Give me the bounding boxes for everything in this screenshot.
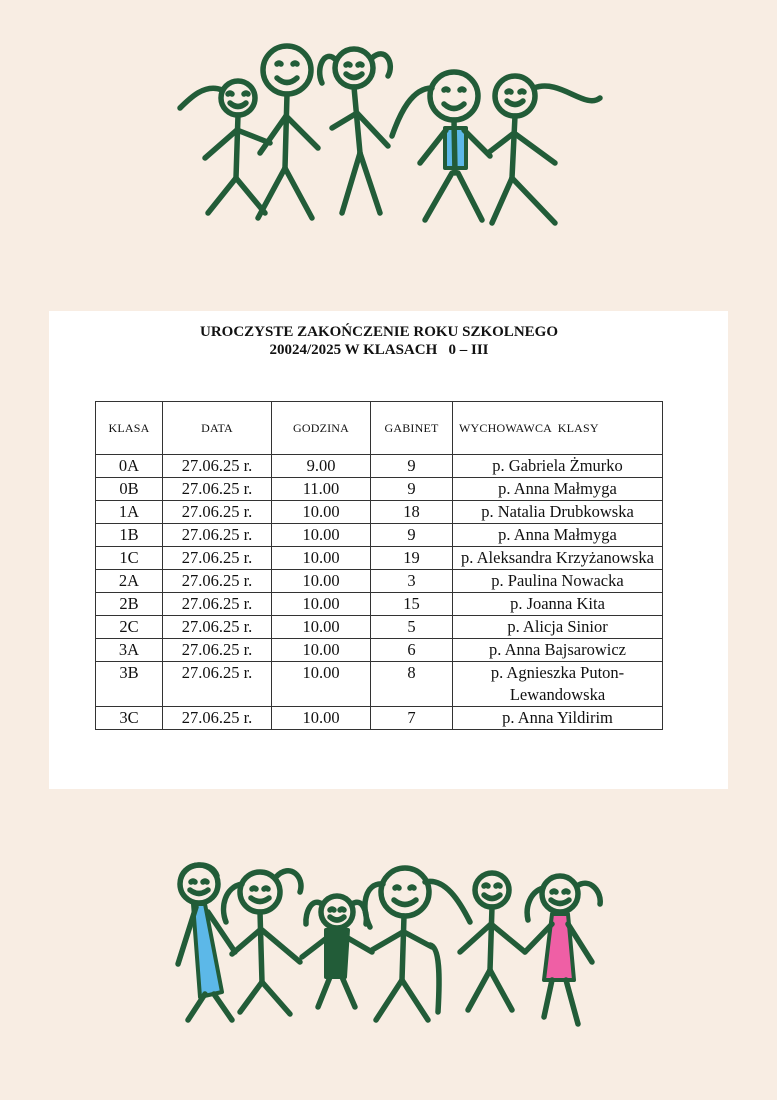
stick-figure-girl-ponytail-icon	[488, 76, 600, 223]
cell-data: 27.06.25 r.	[163, 478, 272, 501]
cell-data: 27.06.25 r.	[163, 501, 272, 524]
table-row	[96, 524, 663, 547]
cell-godzina: 9.00	[272, 455, 371, 478]
cell-godzina: 10.00	[272, 593, 371, 616]
cell-gabinet: 15	[371, 593, 453, 616]
cell-godzina: 10.00	[272, 639, 371, 662]
stick-figure-woman-blue-icon	[392, 72, 490, 220]
table-row	[96, 707, 663, 730]
stick-figure-girl-pigtails-icon	[320, 49, 391, 213]
cell-godzina: 10.00	[272, 707, 371, 730]
cell-wychowawca: p. Paulina Nowacka	[453, 570, 663, 593]
schedule-table	[95, 401, 663, 730]
cell-gabinet: 7	[371, 707, 453, 730]
stick-figure-man-blue-icon	[178, 865, 235, 1020]
stick-family-bottom-icon	[0, 852, 777, 1032]
cell-data: 27.06.25 r.	[163, 524, 272, 547]
table-row	[96, 455, 663, 478]
schedule-title	[49, 323, 709, 359]
cell-data: 27.06.25 r.	[163, 570, 272, 593]
cell-gabinet: 8	[371, 662, 453, 707]
title-line-1: UROCZYSTE ZAKOŃCZENIE ROKU SZKOLNEGO	[200, 324, 558, 340]
cell-gabinet: 6	[371, 639, 453, 662]
table-row	[96, 662, 663, 707]
stick-figure-girl-small-icon	[180, 81, 270, 213]
cell-wychowawca: p. Gabriela Żmurko	[453, 455, 663, 478]
cell-klasa: 1A	[96, 501, 163, 524]
cell-data: 27.06.25 r.	[163, 662, 272, 707]
cell-gabinet: 19	[371, 547, 453, 570]
cell-godzina: 10.00	[272, 662, 371, 707]
cell-klasa: 2A	[96, 570, 163, 593]
cell-gabinet: 9	[371, 455, 453, 478]
stick-figure-man-icon	[258, 46, 318, 218]
cell-klasa: 3C	[96, 707, 163, 730]
stick-figure-girl-pink-icon	[525, 876, 600, 1024]
cell-godzina: 11.00	[272, 478, 371, 501]
cell-data: 27.06.25 r.	[163, 707, 272, 730]
cell-wychowawca: p. Joanna Kita	[453, 593, 663, 616]
cell-godzina: 10.00	[272, 524, 371, 547]
table-header-row	[96, 402, 663, 455]
table-row	[96, 616, 663, 639]
cell-gabinet: 18	[371, 501, 453, 524]
cell-klasa: 1C	[96, 547, 163, 570]
cell-data: 27.06.25 r.	[163, 639, 272, 662]
cell-wychowawca: p. Natalia Drubkowska	[453, 501, 663, 524]
cell-godzina: 10.00	[272, 570, 371, 593]
table-row	[96, 501, 663, 524]
cell-wychowawca: p. Alicja Sinior	[453, 616, 663, 639]
cell-gabinet: 5	[371, 616, 453, 639]
schedule-panel	[49, 311, 728, 789]
cell-data: 27.06.25 r.	[163, 547, 272, 570]
cell-data: 27.06.25 r.	[163, 593, 272, 616]
cell-klasa: 0B	[96, 478, 163, 501]
cell-godzina: 10.00	[272, 501, 371, 524]
header-data: DATA	[163, 402, 272, 455]
cell-wychowawca: p. Aleksandra Krzyżanowska	[453, 547, 663, 570]
cell-gabinet: 9	[371, 524, 453, 547]
cell-klasa: 3A	[96, 639, 163, 662]
stick-figure-grandma-cane-icon	[365, 868, 470, 1020]
cell-data: 27.06.25 r.	[163, 616, 272, 639]
cell-wychowawca: p. Anna Bajsarowicz	[453, 639, 663, 662]
cell-wychowawca: p. Anna Małmyga	[453, 524, 663, 547]
cell-data: 27.06.25 r.	[163, 455, 272, 478]
cell-wychowawca: p. Anna Małmyga	[453, 478, 663, 501]
table-row	[96, 478, 663, 501]
cell-gabinet: 9	[371, 478, 453, 501]
stick-figure-woman-ponytail-icon	[224, 871, 301, 1014]
table-row	[96, 639, 663, 662]
cell-klasa: 1B	[96, 524, 163, 547]
cell-godzina: 10.00	[272, 616, 371, 639]
schedule-table-body	[96, 455, 663, 730]
cell-godzina: 10.00	[272, 547, 371, 570]
table-row	[96, 570, 663, 593]
cell-wychowawca: p. Anna Yildirim	[453, 707, 663, 730]
cell-klasa: 2B	[96, 593, 163, 616]
cell-wychowawca: p. Agnieszka Puton-Lewandowska	[453, 662, 663, 707]
stick-family-top-icon	[0, 28, 777, 228]
header-klasa: KLASA	[96, 402, 163, 455]
table-row	[96, 593, 663, 616]
cell-klasa: 0A	[96, 455, 163, 478]
stick-figure-girl-green-icon	[302, 896, 372, 1007]
header-godzina: GODZINA	[272, 402, 371, 455]
header-wychowawca: WYCHOWAWCA KLASY	[453, 402, 663, 455]
cell-klasa: 2C	[96, 616, 163, 639]
cell-klasa: 3B	[96, 662, 163, 707]
table-row	[96, 547, 663, 570]
cell-gabinet: 3	[371, 570, 453, 593]
stick-figure-boy-icon	[460, 873, 525, 1010]
title-line-2: 20024/2025 W KLASACH 0 – III	[269, 342, 489, 358]
header-gabinet: GABINET	[371, 402, 453, 455]
